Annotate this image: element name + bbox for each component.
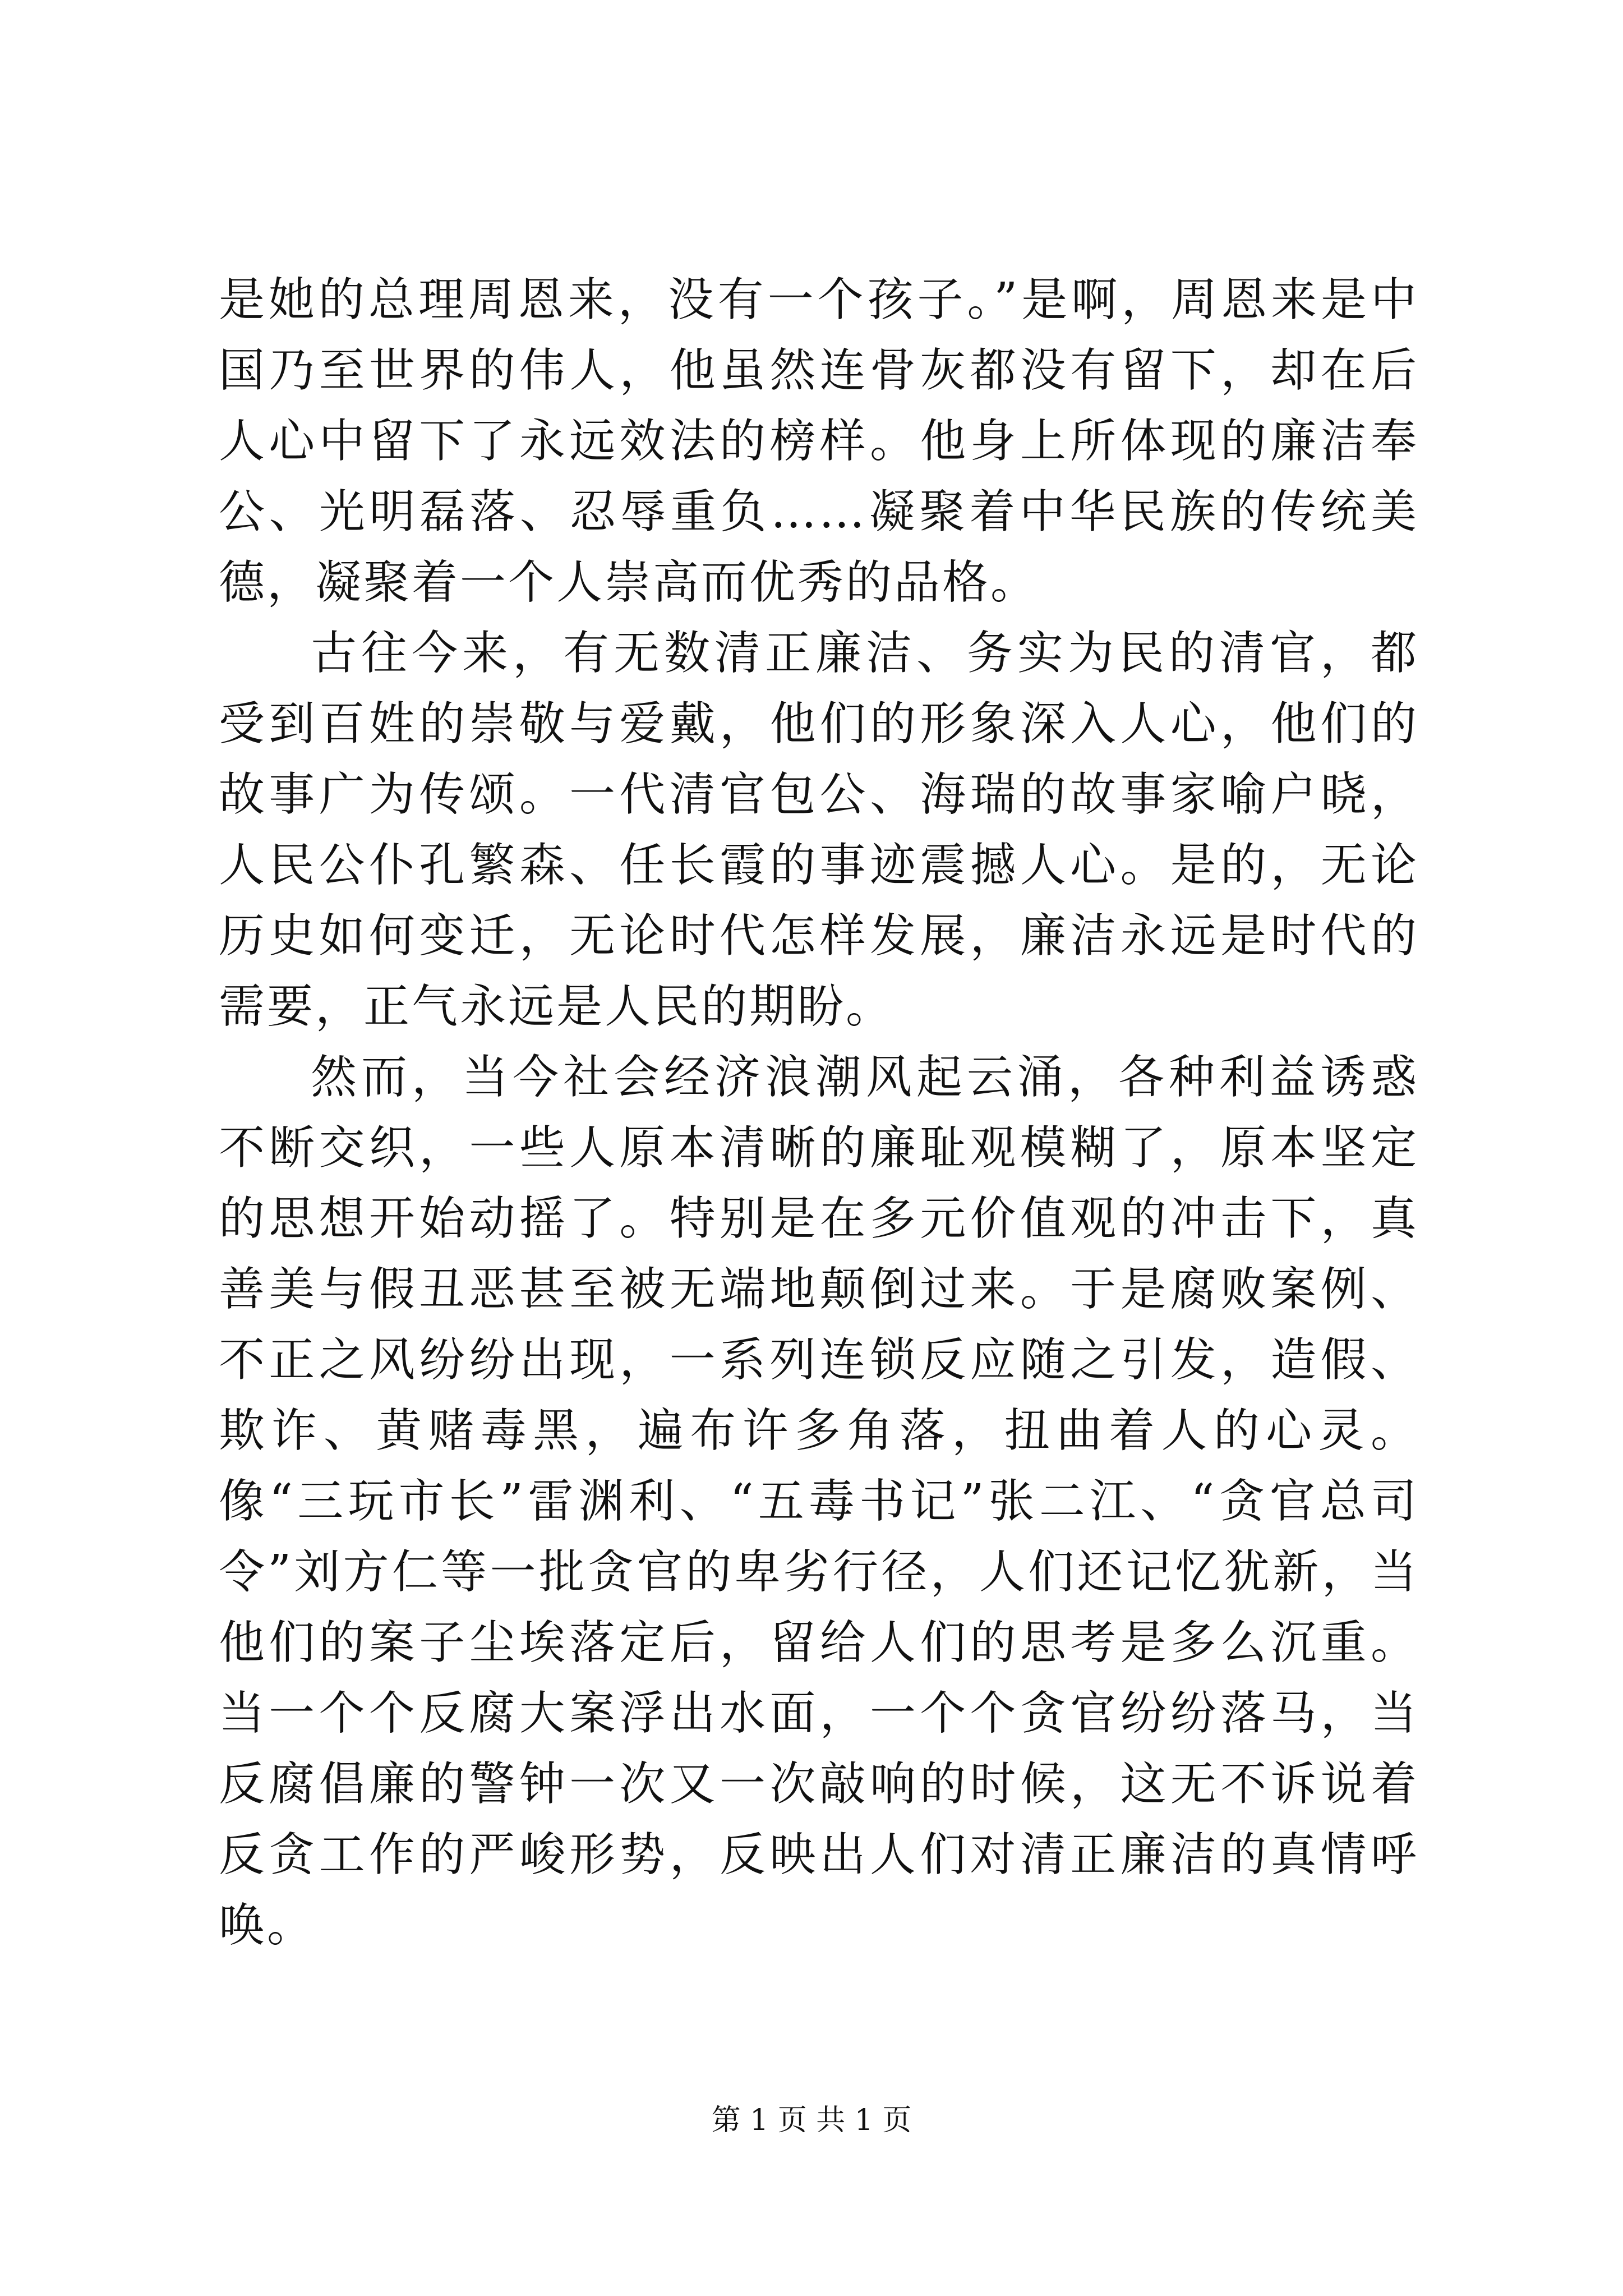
document-body bbox=[219, 265, 1419, 1961]
paragraph-continuation: 是她的总理周恩来，没有一个孩子。”是啊，周恩来是中国乃至世界的伟人，他虽然连骨灰都没有留下，却在后人心中留下了永远效法的榜样。他身上所体现的廉洁奉公、光明磊落、忍辱重负……凝聚着中华民族的传统美德，凝聚着一个人崇高而优秀的品格。 bbox=[219, 273, 1419, 609]
paragraph-corruption: 然而，当今社会经济浪潮风起云涌，各种利益诱惑不断交织，一些人原本清晰的廉耻观模糊了，原本坚定的思想开始动摇了。特别是在多元价值观的冲击下，真善美与假丑恶甚至被无端地颠倒过来。于是腐败案例、不正之风纷纷出现，一系列连锁反应随之引发，造假、欺诈、黄赌毒黑，遍布许多角落，扭曲着人的心灵。像“三玩市长”雷渊利、“五毒书记”张二江、“贪官总司令”刘方仁等一批贪官的卑劣行径，人们还记忆犹新，当他们的案子尘埃落定后，留给人们的思考是多么沉重。当一个个反腐大案浮出水面，一个个贪官纷纷落马，当反腐倡廉的警钟一次又一次敲响的时候，这无不诉说着反贪工作的严峻形势，反映出人们对清正廉洁的真情呼唤。 bbox=[219, 1051, 1419, 1952]
paragraph-honest-officials: 古往今来，有无数清正廉洁、务实为民的清官，都受到百姓的崇敬与爱戴，他们的形象深入人心，他们的故事广为传颂。一代清官包公、海瑞的故事家喻户晓，人民公仆孔繁森、任长霞的事迹震撼人心。是的，无论历史如何变迁，无论时代怎样发展，廉洁永远是时代的需要，正气永远是人民的期盼。 bbox=[219, 627, 1419, 1033]
page-number-footer: 第 1 页 共 1 页 bbox=[711, 2104, 912, 2137]
